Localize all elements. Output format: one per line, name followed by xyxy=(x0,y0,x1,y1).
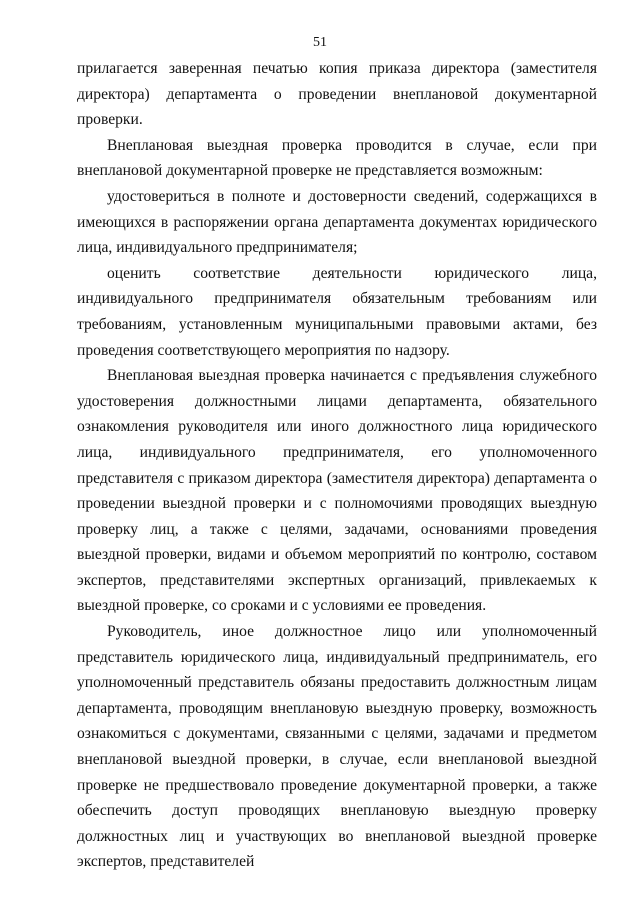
paragraph-6: Руководитель, иное должностное лицо или уполномоченный представитель юридического лица, индивидуальный предприниматель, его уполномоченный представитель обязаны предоставить должностным лицам департамента, проводящим внеплановую выездную проверку, возможность ознакомиться с документами, связанными с целями, задачами и предметом внеплановой выездной проверки, в случае, если внеплановой выездной проверке не предшествовало проведение документарной проверки, а также обеспечить доступ проводящих внеплановую выездную проверку должностных лиц и участвующих во внеплановой выездной проверке экспертов, представителей xyxy=(77,623,597,871)
paragraph-5: Внеплановая выездная проверка начинается с предъявления служебного удостоверения должностными лицами департамента, обязательного ознакомления руководителя или иного должностного лица юридического лица, индивидуального предпринимателя, его уполномоченного представителя с приказом директора (заместителя директора) департамента о проведении выездной проверки и с полномочиями проводящих выездную проверку лиц, а также с целями, задачами, основаниями проведения выездной проверки, видами и объемом мероприятий по контролю, составом экспертов, представителями экспертных организаций, привлекаемых к выездной проверке, со сроками и с условиями ее проведения. xyxy=(77,367,597,615)
paragraph-2: Внеплановая выездная проверка проводится в случае, если при внеплановой документарной проверке не представляется возможным: xyxy=(77,136,597,180)
page-number: 51 xyxy=(313,35,327,50)
paragraph-1: прилагается заверенная печатью копия приказа директора (заместителя директора) департамента о проведении внеплановой документарной проверки. xyxy=(77,60,597,129)
paragraph-3: удостовериться в полноте и достоверности сведений, содержащихся в имеющихся в распоряжении органа департамента документах юридического лица, индивидуального предпринимателя; xyxy=(77,187,597,257)
body-text xyxy=(77,56,597,875)
paragraph-4: оценить соответствие деятельности юридического лица, индивидуального предпринимателя обязательным требованиям или требованиям, установленным муниципальными правовыми актами, без проведения соответствующего мероприятия по надзору. xyxy=(77,264,597,359)
